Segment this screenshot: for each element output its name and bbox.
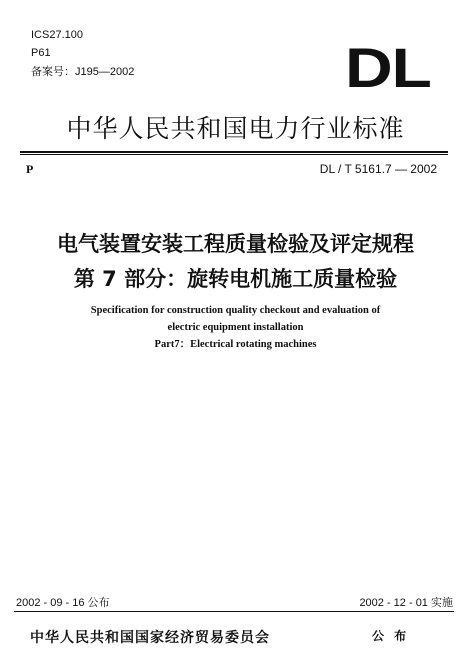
title-en-line-2: electric equipment installation bbox=[167, 322, 304, 333]
header-rule-thin bbox=[20, 154, 448, 155]
issuing-authority: 中华人民共和国国家经济贸易委员会 bbox=[30, 630, 270, 646]
footer-rule bbox=[14, 611, 454, 612]
document-number: DL / T 5161.7 — 2002 bbox=[319, 162, 437, 176]
category-letter: P bbox=[26, 162, 34, 176]
standard-type-title: 中华人民共和国电力行业标准 bbox=[66, 114, 405, 143]
publish-date: 2002 - 09 - 16 公布 bbox=[16, 597, 110, 609]
header-rule-thick bbox=[20, 151, 448, 153]
ics-code: ICS27.100 bbox=[31, 29, 83, 41]
issue-action: 公 布 bbox=[372, 629, 407, 643]
record-number: 备案号：J195—2002 bbox=[31, 66, 135, 78]
title-en-line-1: Specification for construction quality checkout and evaluation of bbox=[90, 305, 381, 316]
implement-date: 2002 - 12 - 01 实施 bbox=[359, 597, 453, 609]
ccs-code: P61 bbox=[31, 47, 51, 59]
title-cn-line-2: 第 7 部分：旋转电机施工质量检验 bbox=[73, 267, 398, 291]
dl-logo: DL bbox=[345, 36, 431, 99]
title-en-line-3: Part7：Electrical rotating machines bbox=[154, 339, 317, 350]
title-cn-line-1: 电气装置安装工程质量检验及评定规程 bbox=[57, 232, 414, 256]
